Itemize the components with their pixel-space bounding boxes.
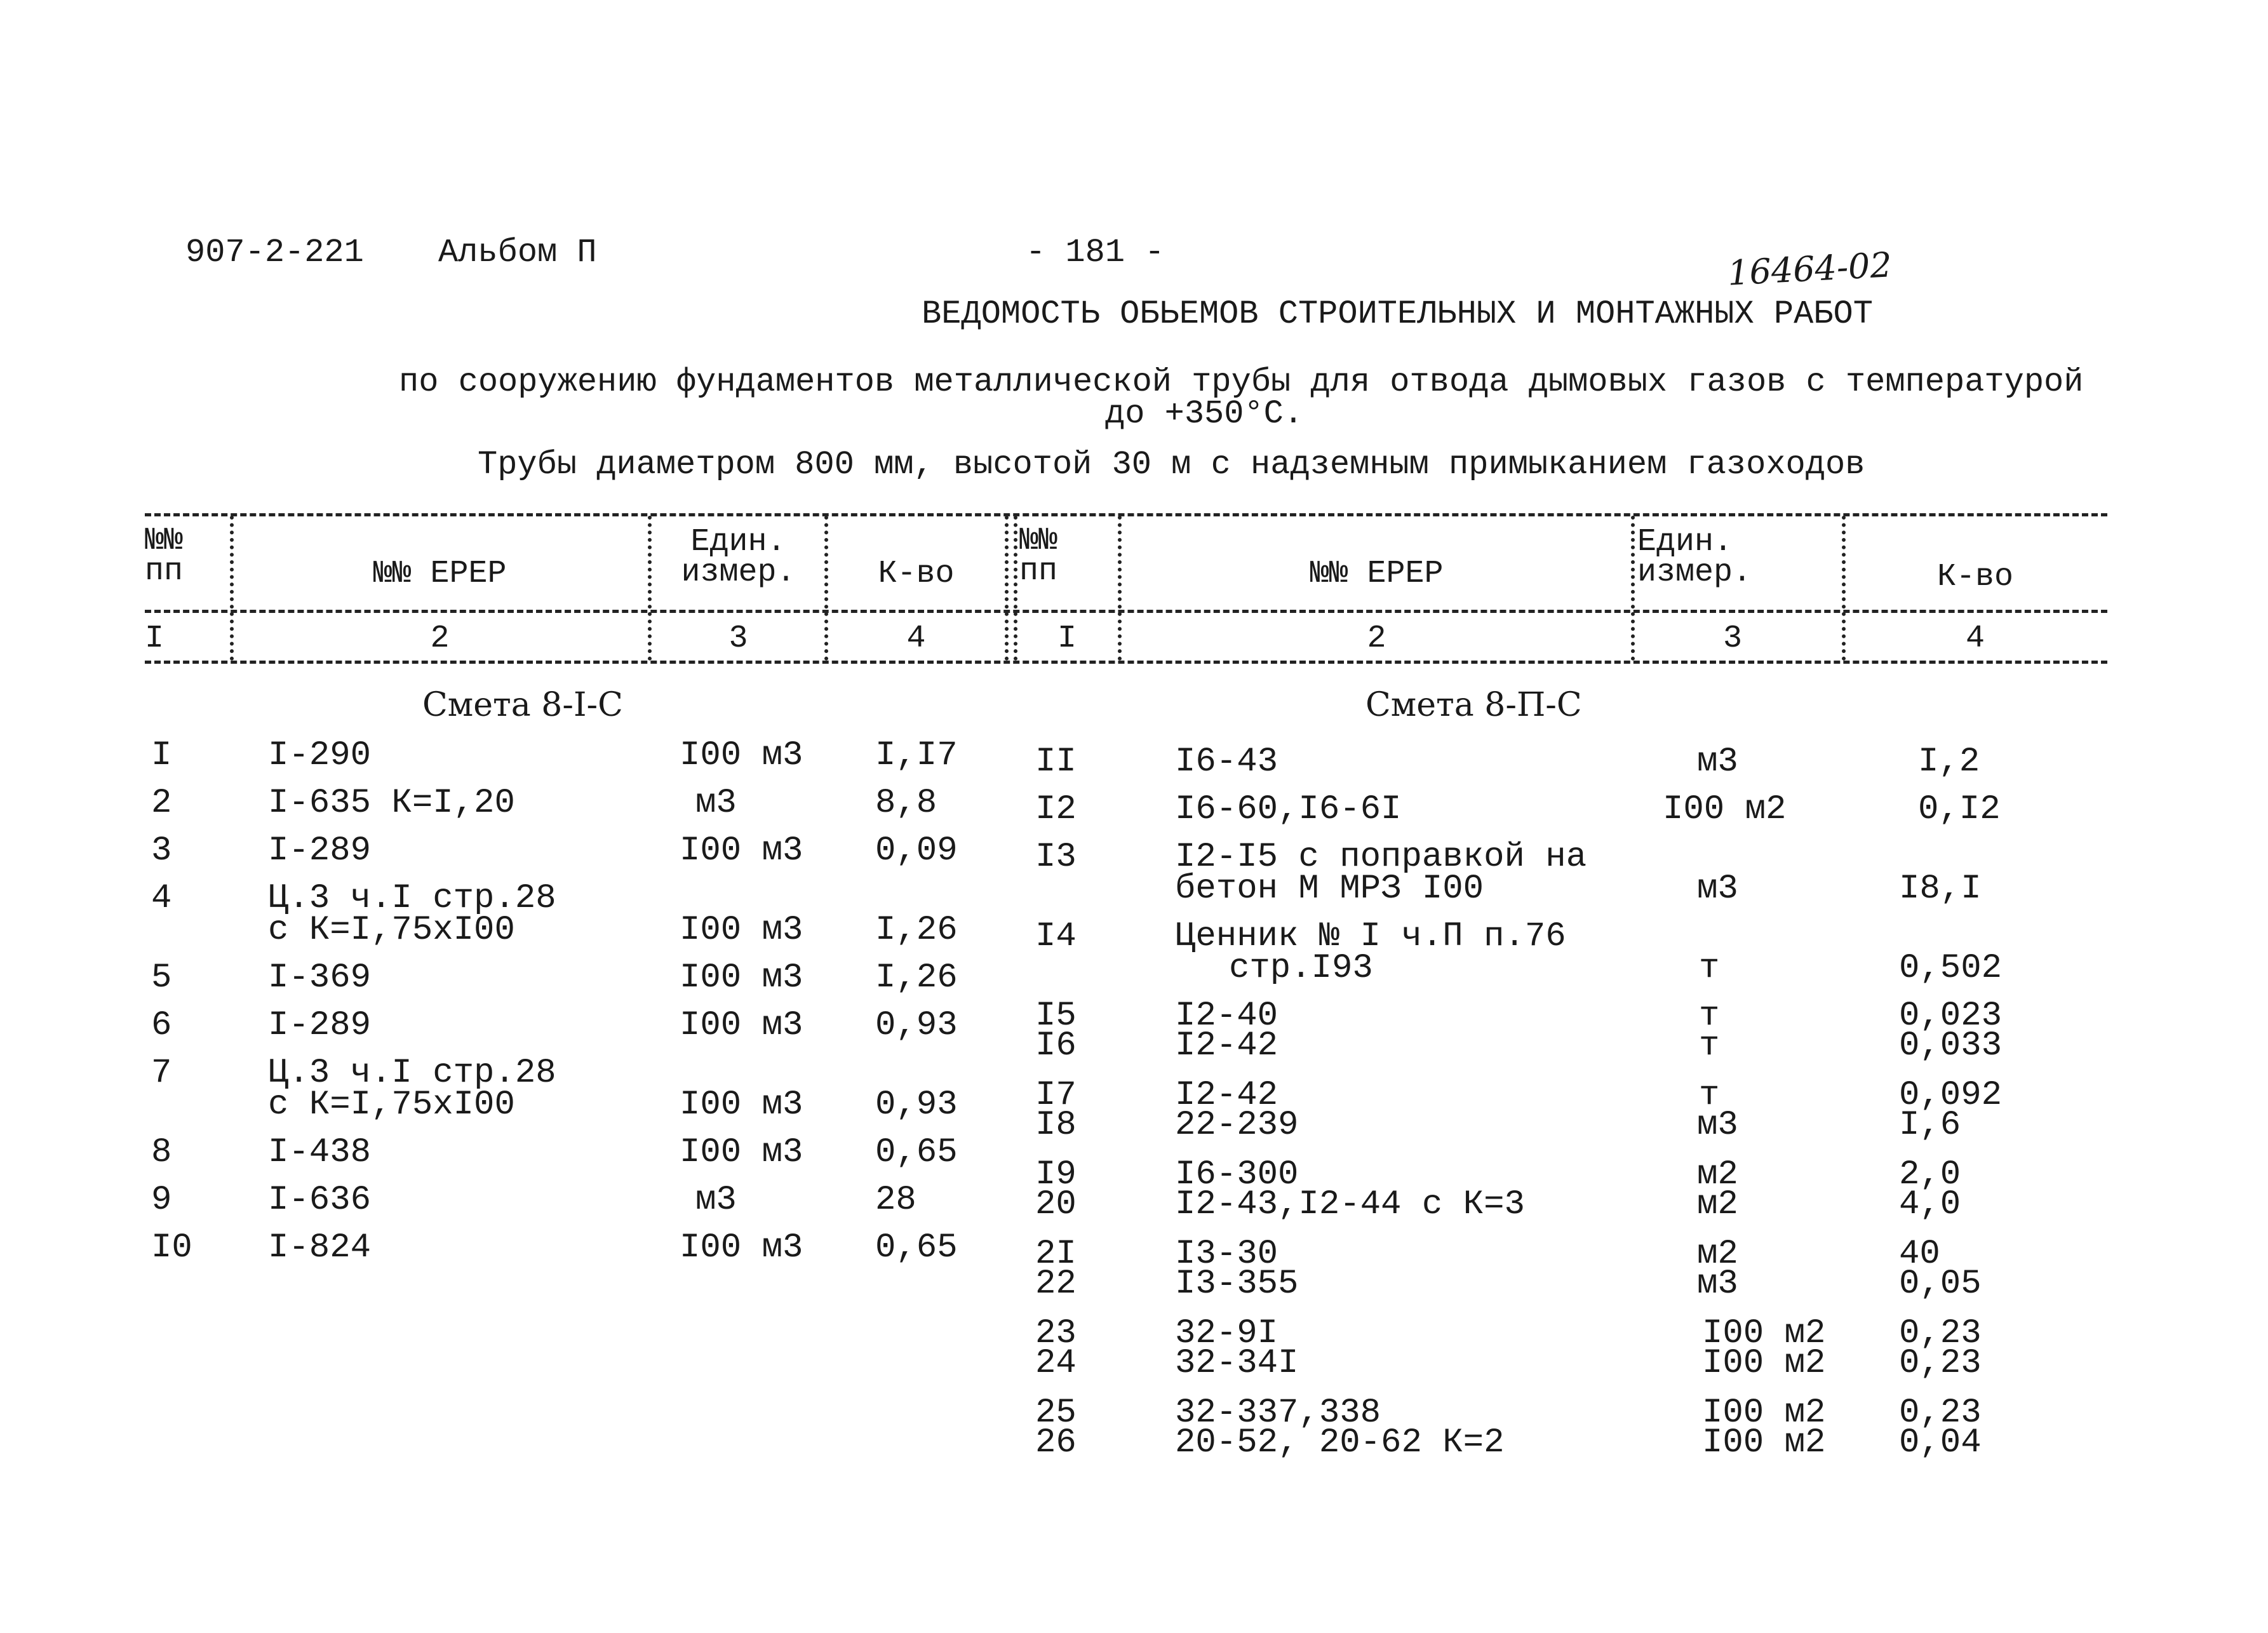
header-erer: №№ ЕРЕР [1310,556,1444,592]
row-number: I6 [1035,1026,1077,1065]
row-number: I7 [1035,1076,1077,1115]
unit-cell: I00 м2 [1702,1394,1826,1432]
unit-cell: I00 м3 [680,1006,803,1045]
quantity-cell: 2,0 [1899,1155,1961,1194]
row-number: I8 [1035,1106,1077,1145]
erer-code: I-289 [268,1006,372,1045]
erer-code: 32-34I [1175,1344,1299,1383]
sheet-title: ВЕДОМОСТЬ ОБЬЕМОВ СТРОИТЕЛЬНЫХ И МОНТАЖНЫХ РАБОТ [922,295,1873,333]
row-number: 3 [151,831,172,870]
row-number: I2 [1035,790,1077,829]
unit-cell: I00 м2 [1663,790,1787,829]
quantity-cell: 0,23 [1899,1314,1982,1353]
unit-cell: I00 м3 [680,831,803,870]
unit-cell: I00 м2 [1702,1344,1826,1383]
archive-number: 16464-02 [1726,245,1893,293]
unit-cell: т [1699,1076,1720,1115]
unit-cell: т [1699,1026,1720,1065]
erer-code-continuation: стр.I93 [1229,949,1373,988]
quantity-cell: 40 [1899,1235,1940,1273]
erer-code: I-369 [268,958,372,997]
unit-cell: I00 м3 [680,1085,803,1124]
row-number: 5 [151,958,172,997]
erer-code: I-635 К=I,20 [268,784,515,823]
column-index: 4 [906,621,926,657]
quantity-cell: 0,05 [1899,1265,1982,1303]
quantity-cell: 8,8 [875,784,937,823]
row-number: 8 [151,1133,172,1172]
unit-cell: м3 [1697,1265,1738,1303]
row-number: 23 [1035,1314,1077,1353]
quantity-cell: 0,65 [875,1133,958,1172]
erer-code: I2-I5 с поправкой на [1175,838,1587,877]
erer-code: 20-52, 20-62 К=2 [1175,1423,1505,1462]
unit-cell: I00 м3 [680,958,803,997]
row-number: I4 [1035,917,1077,956]
header-unit: Един. измер. [681,524,796,591]
row-number: 25 [1035,1394,1077,1432]
column-index: 3 [1722,621,1742,657]
header-qty: К-во [1936,559,2014,595]
album-label: Альбом П [438,234,597,271]
quantity-cell: 0,23 [1899,1344,1982,1383]
erer-code: I3-355 [1175,1265,1299,1303]
quantity-cell: I,2 [1918,743,1980,781]
erer-code: 32-9I [1175,1314,1278,1353]
unit-cell: м2 [1697,1235,1738,1273]
header-no: №№ пп [1019,523,1058,589]
table-header-rule [145,610,2107,613]
erer-code: I-636 [268,1181,372,1220]
row-number: 22 [1035,1265,1077,1303]
erer-code: 32-337,338 [1175,1394,1381,1432]
unit-cell: м3 [1697,1106,1738,1145]
erer-code-continuation: бетон М МРЗ I00 [1175,870,1484,908]
quantity-cell: 0,93 [875,1085,958,1124]
unit-cell: м3 [1697,870,1738,908]
erer-code: I-290 [268,736,372,775]
column-separator [824,516,828,661]
row-number: I [151,736,172,775]
erer-code: I-438 [268,1133,372,1172]
unit-cell: I00 м3 [680,1133,803,1172]
row-number: 4 [151,879,172,918]
column-separator [1014,516,1017,661]
quantity-cell: I,I7 [875,736,958,775]
erer-code: Ценник № I ч.П п.76 [1175,917,1566,956]
erer-code: I2-40 [1175,997,1278,1035]
quantity-cell: I,26 [875,911,958,950]
column-separator [230,516,234,661]
quantity-cell: 0,23 [1899,1394,1982,1432]
row-number: 2 [151,784,172,823]
quantity-cell: 0,502 [1899,949,2003,988]
quantity-cell: 0,023 [1899,997,2003,1035]
unit-cell: т [1699,997,1720,1035]
row-number: 20 [1035,1185,1077,1224]
column-index: 4 [1965,621,1985,657]
quantity-cell: I,26 [875,958,958,997]
column-separator [1631,516,1635,661]
row-number: 26 [1035,1423,1077,1462]
row-number: 7 [151,1054,172,1092]
erer-code: Ц.3 ч.I стр.28 [268,879,556,918]
unit-cell: м3 [695,784,737,823]
erer-code: I-289 [268,831,372,870]
unit-cell: м3 [695,1181,737,1220]
estimate-label-left: Смета 8-I-С [422,686,623,724]
header-erer: №№ ЕРЕР [373,556,507,592]
erer-code: I2-42 [1175,1026,1278,1065]
erer-code: I-824 [268,1228,372,1267]
row-number: 9 [151,1181,172,1220]
erer-code: I6-43 [1175,743,1278,781]
erer-code: I2-43,I2-44 с К=3 [1175,1185,1525,1224]
quantity-cell: 0,09 [875,831,958,870]
pipe-description: Трубы диаметром 800 мм, высотой 30 м с надземным примыканием газоходов [478,446,1865,483]
column-index: I [1057,621,1077,657]
quantity-cell: 0,93 [875,1006,958,1045]
column-separator [648,516,652,661]
page-number: - 181 - [1026,234,1165,271]
row-number: I9 [1035,1155,1077,1194]
erer-code: Ц.3 ч.I стр.28 [268,1054,556,1092]
unit-cell: I00 м2 [1702,1314,1826,1353]
row-number: I0 [151,1228,192,1267]
quantity-cell: 0,I2 [1918,790,2001,829]
unit-cell: м3 [1697,743,1738,781]
erer-code-continuation: с К=I,75хI00 [268,911,515,950]
column-index: I [145,621,164,657]
temperature-note: до +350°С. [1105,395,1304,433]
quantity-cell: 28 [875,1181,916,1220]
erer-code: 22-239 [1175,1106,1299,1145]
column-separator [1005,516,1009,661]
column-index: 2 [430,621,450,657]
erer-code-continuation: с К=I,75хI00 [268,1085,515,1124]
column-separator [1118,516,1122,661]
table-index-rule [145,661,2107,664]
table-top-rule [145,513,2107,516]
header-unit: Един. измер. [1637,524,1752,591]
quantity-cell: 0,04 [1899,1423,1982,1462]
row-number: 24 [1035,1344,1077,1383]
erer-code: I6-60,I6-6I [1175,790,1402,829]
column-index: 2 [1367,621,1386,657]
sheet-subtitle: по сооружению фундаментов металлической трубы для отвода дымовых газов с температурой [399,363,2084,401]
header-no: №№ пп [145,523,184,589]
document-code: 907-2-221 [185,234,364,271]
unit-cell: I00 м3 [680,1228,803,1267]
unit-cell: I00 м2 [1702,1423,1826,1462]
row-number: I5 [1035,997,1077,1035]
column-separator [1842,516,1846,661]
row-number: II [1035,743,1077,781]
quantity-cell: 4,0 [1899,1185,1961,1224]
unit-cell: I00 м3 [680,736,803,775]
header-qty: К-во [878,556,955,592]
erer-code: I6-300 [1175,1155,1299,1194]
unit-cell: м2 [1697,1185,1738,1224]
estimate-label-right: Смета 8-П-С [1365,686,1582,724]
quantity-cell: 0,092 [1899,1076,2003,1115]
row-number: 2I [1035,1235,1077,1273]
quantity-cell: I8,I [1899,870,1982,908]
unit-cell: т [1699,949,1720,988]
row-number: I3 [1035,838,1077,877]
unit-cell: м2 [1697,1155,1738,1194]
column-index: 3 [728,621,748,657]
unit-cell: I00 м3 [680,911,803,950]
erer-code: I3-30 [1175,1235,1278,1273]
row-number: 6 [151,1006,172,1045]
quantity-cell: 0,65 [875,1228,958,1267]
quantity-cell: 0,033 [1899,1026,2003,1065]
erer-code: I2-42 [1175,1076,1278,1115]
quantity-cell: I,6 [1899,1106,1961,1145]
